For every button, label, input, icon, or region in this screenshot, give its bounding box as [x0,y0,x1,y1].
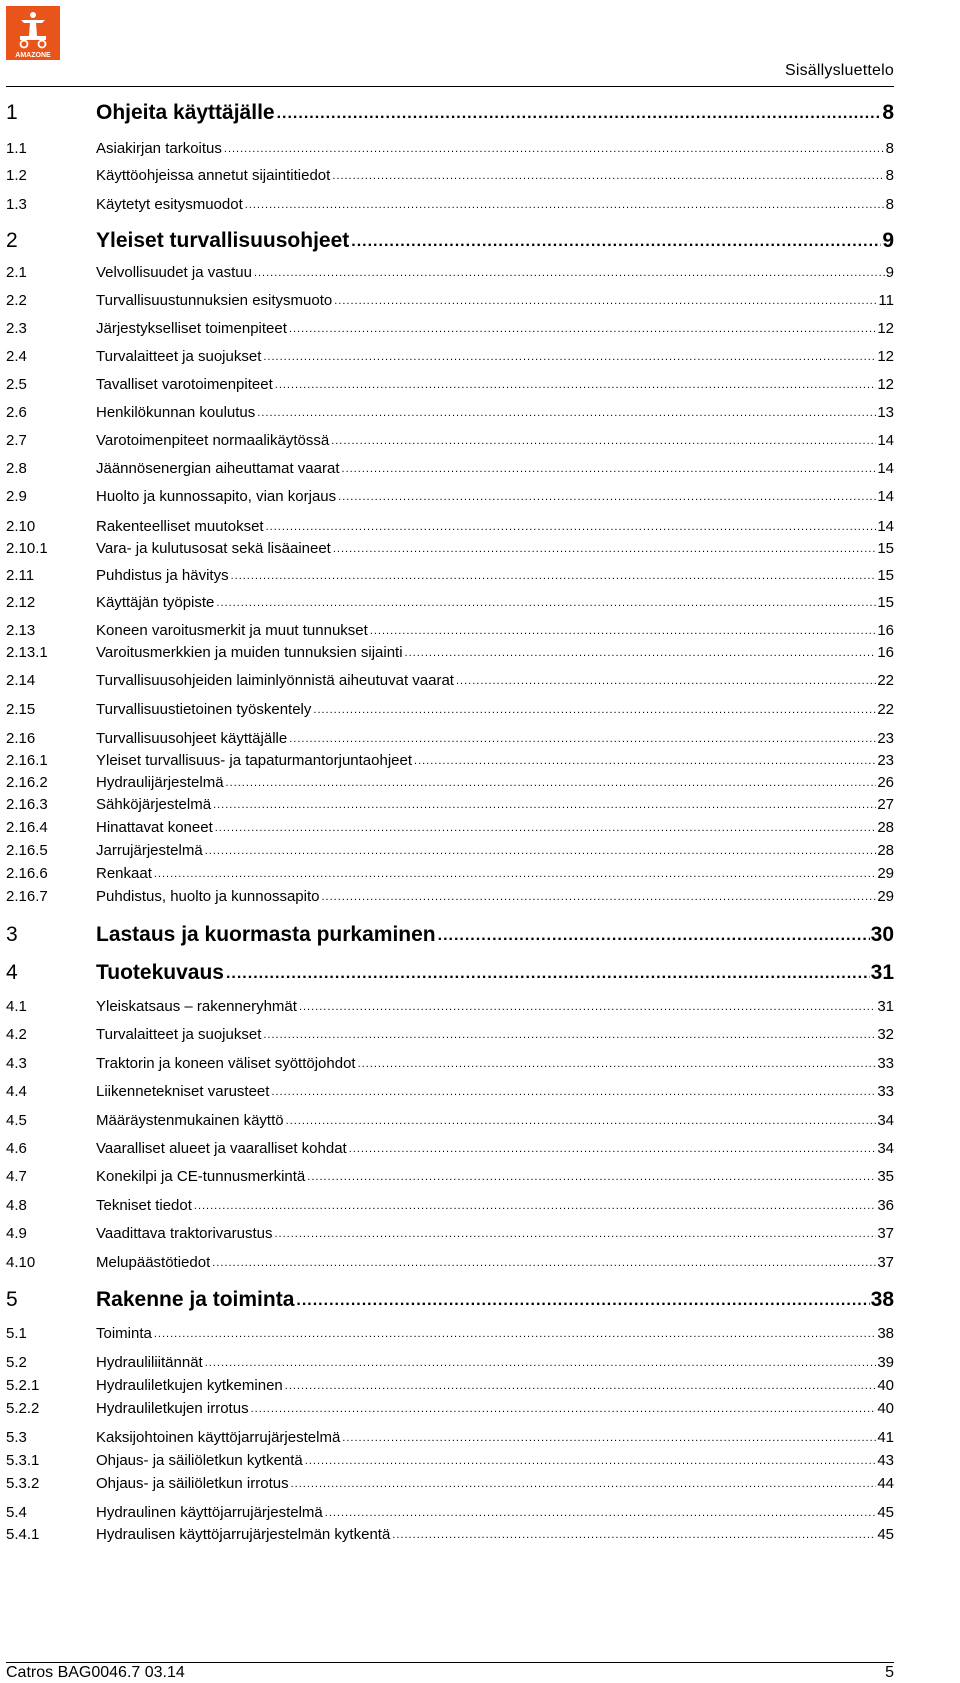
toc-entry[interactable] [6,404,894,423]
toc-entry[interactable] [6,1112,894,1131]
toc-entry-number: 1 [6,101,18,124]
toc-entry[interactable] [6,1526,894,1545]
toc-entry-page: 8 [885,140,894,157]
toc-dot-leader [342,461,877,478]
toc-entry-number: 2.10 [6,518,36,535]
toc-entry[interactable] [6,796,894,815]
toc-entry-title[interactable]: Konekilpi ja CE-tunnusmerkintä [96,1168,306,1185]
toc-entry[interactable] [6,1225,894,1244]
toc-entry[interactable] [6,1287,894,1315]
toc-entry-title[interactable]: Rakenne ja toiminta [96,1288,295,1311]
toc-entry-number: 2.7 [6,432,27,449]
toc-dot-leader [351,229,881,255]
header-divider [6,86,894,87]
toc-entry-number: 1.3 [6,196,27,213]
toc-entry-page: 39 [877,1354,894,1371]
toc-entry-number: 2.16.2 [6,774,48,791]
toc-entry-title[interactable]: Hydraulisen käyttöjarrujärjestelmän kytkentä [96,1526,391,1543]
toc-dot-leader [231,568,877,585]
toc-dot-leader [275,377,877,394]
toc-dot-leader [289,321,876,338]
toc-entry[interactable] [6,594,894,613]
toc-dot-leader [291,1476,877,1493]
toc-entry-page: 14 [877,460,894,477]
toc-dot-leader [285,1378,877,1395]
toc-entry-page: 45 [877,1504,894,1521]
toc-entry-page: 15 [877,567,894,584]
toc-dot-leader [271,1084,876,1101]
toc-entry-page: 9 [885,264,894,281]
toc-entry-title[interactable]: Hydraulinen käyttöjarrujärjestelmä [96,1504,323,1521]
toc-dot-leader [286,1113,877,1130]
toc-entry-number: 2.9 [6,488,27,505]
toc-entry-title[interactable]: Yleiskatsaus – rakenneryhmät [96,998,297,1015]
toc-dot-leader [456,673,876,690]
toc-entry-number: 5.2.1 [6,1377,40,1394]
toc-entry-number: 2.16.5 [6,842,48,859]
toc-dot-leader [349,1141,877,1158]
toc-entry[interactable] [6,460,894,479]
toc-entry-page: 31 [877,998,894,1015]
toc-entry-number: 2.15 [6,701,36,718]
toc-entry-page: 14 [877,488,894,505]
toc-entry-title[interactable]: Traktorin ja koneen väliset syöttöjohdot [96,1055,356,1072]
toc-entry-number: 3 [6,923,18,946]
toc-entry-title[interactable]: Melupäästötiedot [96,1254,211,1271]
toc-entry-title[interactable]: Turvallisuusohjeet käyttäjälle [96,730,288,747]
document-id: Catros BAG0046.7 03.14 [6,1664,185,1681]
toc-entry-title[interactable]: Puhdistus, huolto ja kunnossapito [96,888,320,905]
toc-entry-page: 12 [877,320,894,337]
toc-dot-leader [212,1255,876,1272]
toc-entry-title[interactable]: Määräystenmukainen käyttö [96,1112,284,1129]
toc-dot-leader [216,595,876,612]
toc-entry-page: 23 [877,752,894,769]
toc-entry-page: 15 [877,540,894,557]
toc-dot-leader [213,797,876,814]
toc-entry-number: 4.7 [6,1168,27,1185]
toc-dot-leader [299,999,876,1016]
toc-entry-number: 2.12 [6,594,36,611]
toc-entry-number: 2.13.1 [6,644,48,661]
toc-dot-leader [226,775,877,792]
toc-entry-number: 4.9 [6,1225,27,1242]
toc-entry[interactable] [6,701,894,720]
toc-entry-title[interactable]: Tekniset tiedot [96,1197,192,1214]
toc-entry-title[interactable]: Järjestykselliset toimenpiteet [96,320,287,337]
toc-entry-title[interactable]: Varotoimenpiteet normaalikäytössä [96,432,330,449]
toc-entry-title[interactable]: Turvallisuustietoinen työskentely [96,701,312,718]
toc-entry-number: 1.1 [6,140,27,157]
toc-dot-leader [370,623,877,640]
toc-dot-leader [333,541,876,558]
toc-entry-page: 33 [877,1083,894,1100]
toc-entry-page: 14 [877,518,894,535]
toc-entry[interactable] [6,1504,894,1523]
toc-entry[interactable] [6,1429,894,1448]
toc-dot-leader [321,889,876,906]
toc-entry[interactable] [6,1377,894,1396]
toc-entry-title[interactable]: Turvalaitteet ja suojukset [96,348,262,365]
toc-entry[interactable] [6,196,894,215]
toc-dot-leader [274,1226,876,1243]
toc-entry-title[interactable]: Käyttäjän työpiste [96,594,215,611]
toc-entry-page: 12 [877,348,894,365]
toc-entry-page: 12 [877,376,894,393]
toc-entry-page: 8 [885,196,894,213]
toc-entry-number: 1.2 [6,167,27,184]
toc-dot-leader [307,1169,876,1186]
toc-entry-page: 16 [877,644,894,661]
toc-entry[interactable] [6,1254,894,1273]
toc-dot-leader [342,1430,876,1447]
toc-dot-leader [332,168,884,185]
toc-dot-leader [325,1505,877,1522]
toc-entry-page: 37 [877,1254,894,1271]
toc-entry-number: 5.3 [6,1429,27,1446]
toc-entry[interactable] [6,672,894,691]
toc-entry-number: 5.3.2 [6,1475,40,1492]
toc-entry-title[interactable]: Hydrauliletkujen kytkeminen [96,1377,283,1394]
toc-entry[interactable] [6,432,894,451]
toc-entry-page: 45 [877,1526,894,1543]
toc-entry[interactable] [6,292,894,311]
toc-entry[interactable] [6,622,894,641]
toc-entry-title[interactable]: Jäännösenergian aiheuttamat vaarat [96,460,340,477]
toc-dot-leader [205,1355,877,1372]
toc-entry-page: 35 [877,1168,894,1185]
toc-entry-number: 2.10.1 [6,540,48,557]
toc-entry[interactable] [6,1475,894,1494]
toc-dot-leader [154,1326,876,1343]
toc-dot-leader [154,866,876,883]
toc-entry-number: 4.2 [6,1026,27,1043]
amazone-logo-icon [6,6,60,60]
toc-entry[interactable] [6,567,894,586]
toc-entry-title[interactable]: Yleiset turvallisuusohjeet [96,229,350,252]
toc-entry[interactable] [6,1354,894,1373]
toc-entry-title[interactable]: Vaadittava traktorivarustus [96,1225,273,1242]
toc-dot-leader [226,961,870,987]
toc-entry-title[interactable]: Hydrauliletkujen irrotus [96,1400,249,1417]
toc-entry-number: 2.3 [6,320,27,337]
toc-dot-leader [438,923,870,949]
toc-dot-leader [263,349,876,366]
toc-entry-number: 2.14 [6,672,36,689]
toc-entry-title[interactable]: Hydrauliliitännät [96,1354,203,1371]
toc-dot-leader [251,1401,877,1418]
toc-entry-page: 30 [870,923,894,946]
toc-entry-number: 4.1 [6,998,27,1015]
toc-entry-number: 5.3.1 [6,1452,40,1469]
toc-dot-leader [254,265,885,282]
toc-entry-page: 41 [877,1429,894,1446]
toc-entry-number: 5.4 [6,1504,27,1521]
toc-entry-title[interactable]: Käyttöohjeissa annetut sijaintitiedot [96,167,331,184]
toc-entry-title[interactable]: Renkaat [96,865,152,882]
toc-entry-title[interactable]: Vaaralliset alueet ja vaaralliset kohdat [96,1140,347,1157]
toc-dot-leader [331,433,876,450]
toc-entry-title[interactable]: Asiakirjan tarkoitus [96,140,222,157]
toc-entry[interactable] [6,140,894,159]
toc-entry-page: 29 [877,865,894,882]
toc-dot-leader [257,405,876,422]
toc-entry-title[interactable]: Ohjaus- ja säiliöletkun irrotus [96,1475,289,1492]
toc-entry-page: 34 [877,1112,894,1129]
toc-entry-page: 37 [877,1225,894,1242]
toc-entry[interactable] [6,960,894,988]
toc-entry[interactable] [6,100,894,128]
toc-entry-number: 4.10 [6,1254,36,1271]
toc-entry[interactable] [6,518,894,537]
toc-dot-leader [313,702,876,719]
page-number: 5 [885,1664,894,1681]
toc-entry-page: 40 [877,1377,894,1394]
toc-entry-number: 2.13 [6,622,36,639]
toc-entry-page: 22 [877,701,894,718]
toc-entry-title[interactable]: Rakenteelliset muutokset [96,518,264,535]
toc-entry-page: 38 [870,1288,894,1311]
toc-entry[interactable] [6,264,894,283]
toc-entry-page: 28 [877,842,894,859]
toc-entry-title[interactable]: Huolto ja kunnossapito, vian korjaus [96,488,337,505]
toc-dot-leader [266,519,877,536]
toc-entry-page: 33 [877,1055,894,1072]
toc-entry-number: 2.16.3 [6,796,48,813]
toc-entry-title[interactable]: Turvalaitteet ja suojukset [96,1026,262,1043]
toc-entry-title[interactable]: Käytetyt esitysmuodot [96,196,243,213]
toc-entry-number: 4.6 [6,1140,27,1157]
toc-entry-title[interactable]: Vara- ja kulutusosat sekä lisäaineet [96,540,331,557]
toc-entry-page: 38 [877,1325,894,1342]
toc-dot-leader [289,731,876,748]
toc-entry-page: 44 [877,1475,894,1492]
toc-entry-title[interactable]: Hydraulijärjestelmä [96,774,224,791]
toc-dot-leader [194,1198,876,1215]
toc-entry-number: 5.2 [6,1354,27,1371]
toc-entry-number: 2.5 [6,376,27,393]
toc-dot-leader [392,1527,876,1544]
toc-entry-title[interactable]: Liikennetekniset varusteet [96,1083,270,1100]
toc-entry-page: 40 [877,1400,894,1417]
toc-entry-title[interactable]: Puhdistus ja hävitys [96,567,229,584]
toc-entry-page: 32 [877,1026,894,1043]
toc-dot-leader [277,101,882,127]
toc-entry-page: 36 [877,1197,894,1214]
toc-entry-number: 5.1 [6,1325,27,1342]
toc-entry[interactable] [6,1400,894,1419]
toc-entry-page: 8 [885,167,894,184]
toc-entry[interactable] [6,888,894,907]
toc-entry-page: 13 [877,404,894,421]
toc-dot-leader [224,141,885,158]
toc-entry-page: 26 [877,774,894,791]
toc-entry-number: 2.16.7 [6,888,48,905]
toc-entry-title[interactable]: Hinattavat koneet [96,819,213,836]
toc-entry[interactable] [6,1055,894,1074]
toc-entry[interactable] [6,819,894,838]
toc-entry-page: 9 [882,229,894,252]
toc-entry-title[interactable]: Tavalliset varotoimenpiteet [96,376,273,393]
toc-entry[interactable] [6,1325,894,1344]
toc-entry[interactable] [6,1140,894,1159]
toc-entry-title[interactable]: Henkilökunnan koulutus [96,404,256,421]
toc-entry[interactable] [6,774,894,793]
toc-entry-page: 8 [882,101,894,124]
toc-entry[interactable] [6,752,894,771]
toc-entry-page: 11 [878,292,894,309]
toc-entry-title[interactable]: Varoitusmerkkien ja muiden tunnuksien sijainti [96,644,403,661]
toc-entry-title[interactable]: Turvallisuusohjeiden laiminlyönnistä aiheutuvat vaarat [96,672,454,689]
toc-dot-leader [263,1027,876,1044]
toc-entry[interactable] [6,842,894,861]
toc-entry-number: 4.8 [6,1197,27,1214]
toc-entry[interactable] [6,1168,894,1187]
toc-entry-page: 22 [877,672,894,689]
amazone-logo [6,6,60,60]
toc-dot-leader [338,489,876,506]
toc-entry-number: 2.11 [6,567,35,584]
toc-entry-page: 34 [877,1140,894,1157]
toc-entry[interactable] [6,228,894,256]
toc-entry[interactable] [6,540,894,559]
toc-entry-number: 5 [6,1288,18,1311]
toc-entry-page: 29 [877,888,894,905]
toc-dot-leader [305,1453,877,1470]
toc-entry-number: 2.2 [6,292,27,309]
toc-entry-number: 4.3 [6,1055,27,1072]
toc-entry-title[interactable]: Ohjaus- ja säiliöletkun kytkentä [96,1452,303,1469]
toc-entry-number: 5.4.1 [6,1526,40,1543]
toc-entry-title[interactable]: Ohjeita käyttäjälle [96,101,275,124]
toc-dot-leader [215,820,877,837]
section-title: Sisällysluettelo [784,62,894,79]
toc-entry[interactable] [6,730,894,749]
toc-dot-leader [296,1288,869,1314]
toc-entry-title[interactable]: Jarrujärjestelmä [96,842,203,859]
toc-dot-leader [245,197,885,214]
toc-entry-number: 2.16 [6,730,36,747]
toc-entry-title[interactable]: Toiminta [96,1325,152,1342]
toc-dot-leader [414,753,876,770]
toc-dot-leader [205,843,877,860]
toc-entry-page: 16 [877,622,894,639]
toc-entry-title[interactable]: Kaksijohtoinen käyttöjarrujärjestelmä [96,1429,341,1446]
toc-entry[interactable] [6,1452,894,1471]
toc-entry-number: 2.16.4 [6,819,48,836]
toc-entry-page: 15 [877,594,894,611]
svg-text:AMAZONE: AMAZONE [15,52,51,59]
toc-entry-number: 4.4 [6,1083,27,1100]
toc-entry[interactable] [6,1083,894,1102]
toc-entry-page: 23 [877,730,894,747]
toc-entry-title[interactable]: Tuotekuvaus [96,961,224,984]
toc-entry[interactable] [6,488,894,507]
toc-entry[interactable] [6,865,894,884]
toc-entry-page: 31 [870,961,894,984]
toc-entry[interactable] [6,376,894,395]
toc-entry[interactable] [6,922,894,950]
toc-entry[interactable] [6,998,894,1017]
toc-entry[interactable] [6,167,894,186]
toc-entry[interactable] [6,320,894,339]
toc-entry-number: 2.16.1 [6,752,48,769]
toc-dot-leader [358,1056,877,1073]
toc-entry-title[interactable]: Turvallisuustunnuksien esitysmuoto [96,292,333,309]
toc-entry[interactable] [6,1026,894,1045]
toc-entry-number: 5.2.2 [6,1400,40,1417]
toc-entry-number: 2.1 [6,264,27,281]
toc-entry-number: 4 [6,961,18,984]
toc-entry-title[interactable]: Yleiset turvallisuus- ja tapaturmantorjuntaohjeet [96,752,413,769]
toc-entry-page: 28 [877,819,894,836]
toc-entry[interactable] [6,644,894,663]
toc-entry-number: 2.16.6 [6,865,48,882]
toc-dot-leader [405,645,877,662]
toc-dot-leader [334,293,877,310]
toc-entry-number: 4.5 [6,1112,27,1129]
toc-entry-page: 43 [877,1452,894,1469]
toc-entry-title[interactable]: Sähköjärjestelmä [96,796,212,813]
footer-divider [6,1662,894,1663]
toc-entry-title[interactable]: Koneen varoitusmerkit ja muut tunnukset [96,622,368,639]
toc-entry-number: 2.6 [6,404,27,421]
toc-entry-number: 2 [6,229,18,252]
toc-entry-title[interactable]: Lastaus ja kuormasta purkaminen [96,923,436,946]
toc-entry-number: 2.4 [6,348,27,365]
toc-entry-page: 14 [877,432,894,449]
toc-entry[interactable] [6,348,894,367]
toc-entry[interactable] [6,1197,894,1216]
toc-entry-number: 2.8 [6,460,27,477]
toc-entry-page: 27 [877,796,894,813]
toc-entry-title[interactable]: Velvollisuudet ja vastuu [96,264,252,281]
